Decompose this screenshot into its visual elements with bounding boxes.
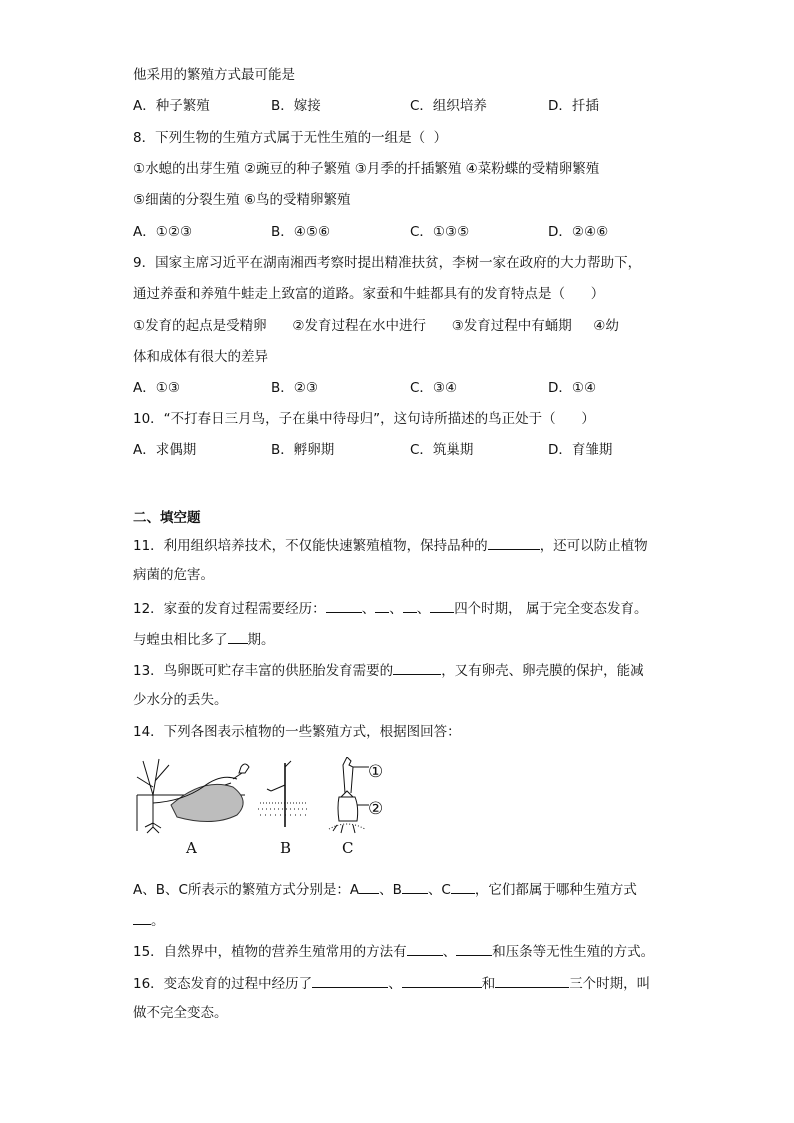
- q9-option-b: B．②③: [271, 380, 318, 396]
- q9-items-line1: ①发育的起点是受精卵 ②发育过程在水中进行 ③发育过程中有蛹期 ④幼: [133, 318, 619, 334]
- q12-blank-3[interactable]: [403, 598, 417, 613]
- q9-option-d: D．①④: [548, 380, 597, 396]
- q16-blank-3[interactable]: [495, 973, 569, 988]
- q9-items-line2: 体和成体有很大的差异: [133, 349, 268, 365]
- q14-stem: 14．下列各图表示植物的一些繁殖方式，根据图回答：: [133, 724, 461, 740]
- q8-option-a: A．①②③: [133, 224, 193, 240]
- q12-blank-4[interactable]: [430, 598, 454, 613]
- q12-blank-2[interactable]: [375, 598, 389, 613]
- q15-text-b: 和压条等无性生殖的方式。: [492, 944, 655, 960]
- q14-answer-line1: [133, 879, 637, 899]
- q8-items-line2: ⑤细菌的分裂生殖 ⑥鸟的受精卵繁殖: [133, 192, 351, 208]
- figure-a-layering: [137, 759, 249, 833]
- q15-blank-1[interactable]: [407, 941, 443, 956]
- q15-text-a: 15．自然界中，植物的营养生殖常用的方法有: [133, 944, 407, 960]
- q14-blank-a[interactable]: [359, 879, 379, 894]
- figure-label-a: A: [186, 839, 197, 857]
- q9-option-a: A．①③: [133, 380, 180, 396]
- q10-option-a: A．求偶期: [133, 442, 197, 458]
- q15-blank-2[interactable]: [456, 941, 492, 956]
- q14-blank-type[interactable]: [133, 910, 151, 925]
- q13-line2: 少水分的丢失。: [133, 692, 228, 708]
- q9-option-c: C．③④: [410, 380, 458, 396]
- q14-text-sep2: 、C: [427, 882, 451, 898]
- q13-blank[interactable]: [393, 660, 441, 675]
- q14-text-a: A、B、C所表示的繁殖方式分别是：A: [133, 882, 360, 898]
- q15-sep: 、: [442, 944, 457, 960]
- q16-text-a: 16．变态发育的过程中经历了: [133, 976, 313, 992]
- figure-label-c: C: [342, 839, 354, 857]
- q9-stem-line1: 9．国家主席习近平在湖南湘西考察时提出精准扶贫，李树一家在政府的大力帮助下，: [133, 255, 642, 271]
- q16-line2: 做不完全变态。: [133, 1005, 228, 1021]
- callout-1: ①: [368, 762, 384, 782]
- callout-2: ②: [368, 799, 384, 819]
- q16-line1: [133, 973, 650, 993]
- q7-option-c: C．组织培养: [410, 98, 487, 114]
- q7-option-a: A．种子繁殖: [133, 98, 210, 114]
- q7-option-d: D．扦插: [548, 98, 599, 114]
- q14-blank-c[interactable]: [451, 879, 475, 894]
- q13-line1: [133, 660, 644, 680]
- q16-text-b: 三个时期，叫: [569, 976, 651, 992]
- q12-sep: 、: [389, 601, 403, 617]
- intro-line: 他采用的繁殖方式最可能是: [133, 67, 295, 83]
- q11-text-b: ，还可以防止植物: [539, 538, 648, 554]
- q12-text-c: 与蝗虫相比多了: [133, 632, 228, 648]
- q8-option-c: C．①③⑤: [410, 224, 470, 240]
- q15-line: [133, 941, 654, 961]
- q9-stem-line2: 通过养蚕和养殖牛蛙走上致富的道路。家蚕和牛蛙都具有的发育特点是（ ）: [133, 286, 605, 302]
- q11-blank[interactable]: [488, 535, 540, 550]
- q8-items-line1: ①水螅的出芽生殖 ②豌豆的种子繁殖 ③月季的扦插繁殖 ④菜粉蝶的受精卵繁殖: [133, 161, 600, 177]
- q10-option-c: C．筑巢期: [410, 442, 474, 458]
- q12-line2: [133, 629, 275, 649]
- q14-blank-b[interactable]: [402, 879, 428, 894]
- q14-text-b: ，它们都属于哪种生殖方式: [474, 882, 637, 898]
- q11-text-a: 11．利用组织培养技术，不仅能快速繁殖植物，保持品种的: [133, 538, 488, 554]
- section-heading: 二、填空题: [133, 510, 201, 526]
- q10-stem: 10．“不打春日三月鸟，子在巢中待母归”，这句诗所描述的鸟正处于（ ）: [133, 411, 595, 427]
- q12-sep: 、: [416, 601, 431, 617]
- q14-answer-line2: [133, 910, 165, 930]
- figure-b-cutting: [258, 761, 308, 827]
- q12-blank-5[interactable]: [228, 629, 248, 644]
- q7-option-b: B．嫁接: [271, 98, 321, 114]
- q12-text-a: 12．家蚕的发育过程需要经历：: [133, 601, 326, 617]
- q16-sep: 、: [388, 976, 402, 992]
- q8-option-d: D．②④⑥: [548, 224, 609, 240]
- q8-stem: 8．下列生物的生殖方式属于无性生殖的一组是（ ）: [133, 130, 448, 146]
- q12-blank-1[interactable]: [326, 598, 362, 613]
- q13-text-b: ，又有卵壳、卵壳膜的保护，能减: [441, 663, 644, 679]
- q11-line2: 病菌的危害。: [133, 567, 214, 583]
- q16-blank-1[interactable]: [312, 973, 388, 988]
- q11-line1: [133, 535, 648, 555]
- q14-text-end: 。: [151, 913, 165, 929]
- q14-text-sep1: 、B: [379, 882, 402, 898]
- q12-sep: 、: [361, 601, 376, 617]
- q16-and: 和: [481, 976, 496, 992]
- propagation-figure: [133, 757, 393, 837]
- q12-text-d: 期。: [247, 632, 275, 648]
- q16-blank-2[interactable]: [402, 973, 482, 988]
- figure-label-b: B: [280, 839, 292, 857]
- q10-option-d: D．育雏期: [548, 442, 613, 458]
- q8-option-b: B．④⑤⑥: [271, 224, 331, 240]
- q12-text-b: 四个时期， 属于完全变态发育。: [454, 601, 648, 617]
- q12-line1: [133, 598, 647, 618]
- figure-c-grafting: [329, 757, 369, 833]
- q13-text-a: 13．鸟卵既可贮存丰富的供胚胎发育需要的: [133, 663, 394, 679]
- q10-option-b: B．孵卵期: [271, 442, 335, 458]
